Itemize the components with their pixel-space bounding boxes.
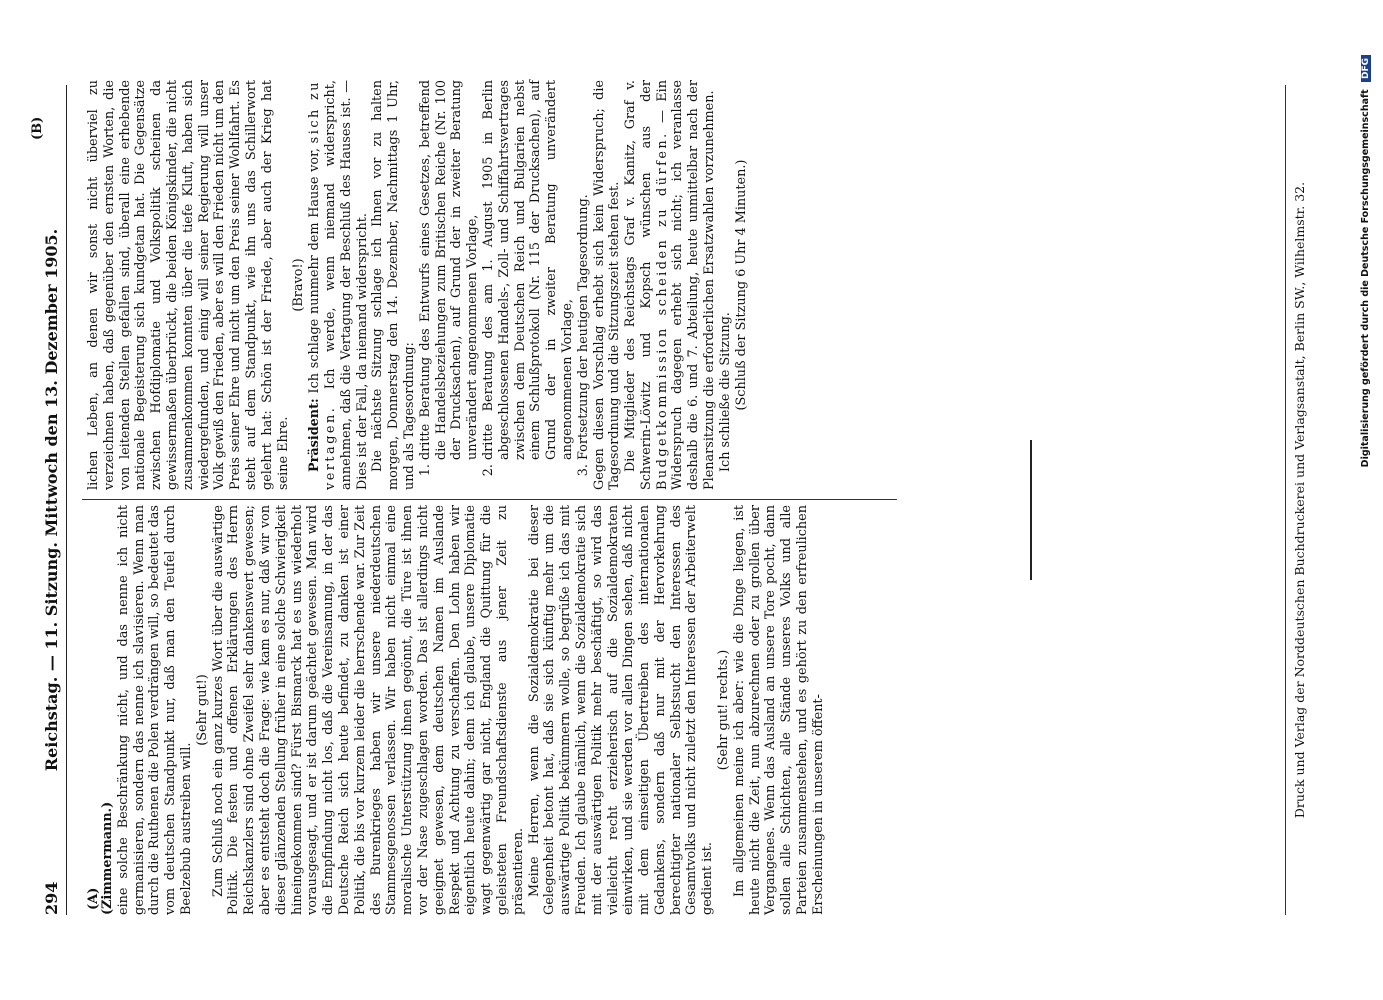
agenda-list — [418, 80, 592, 490]
page-header — [40, 85, 67, 915]
text-span: sich zu vertagen. — [307, 79, 338, 490]
speaker-label: (Zimmermann.) — [100, 801, 115, 915]
interjection: (Bravo!) — [291, 258, 307, 312]
paragraph: lichen Leben, an denen wir sonst nicht überviel zu verzeichnen haben, daß gegenüber den ernsten Worten, die von leitenden Stellen gefallen sind, überall eine erhebende nationale Begeisterung sich kundgetan hat. Die Gegensätze zwischen Hofdiplomatie und Volkspolitik scheinen da gewissermaßen überbrückt, die beiden Königskinder, die nicht zusammenkommen konnten über die tiefe Kluft, haben sich wiedergefunden, und einig will seiner Regierung will unser Volk gewiß den Frieden, aber es will den Frieden nicht um den Preis seiner Ehre und nicht um den Preis seiner Wohlfahrt. Es steht auf dem Standpunkt, wie ihn uns das Schillerwort gelehrt hat: Schön ist der Friede, aber auch der Krieg hat seine Ehre. — [86, 80, 291, 490]
text-span: Budgetkommission scheiden zu dürfen. — [654, 131, 670, 490]
president-label: Präsident: — [307, 398, 323, 472]
margin-marker-a: (A) — [86, 887, 101, 910]
text-span: Ich werde, wenn niemand widerspricht, annehmen, daß die Vertagung der Beschluß des Hauses ist. — Dies ist der Fall, da niemand widerspricht. — [322, 79, 370, 490]
digitization-credit — [1360, 55, 1371, 915]
dfg-logo: DFG — [1361, 55, 1371, 82]
running-title: Reichstag. — 11. Sitzung. Mittwoch den 13. Dezember 1905. — [42, 228, 61, 772]
agenda-item: 2. dritte Beratung des am 1. August 1905 in Berlin abgeschlossenen Handels-, Zoll- und Schiffahrtsvertrages zwischen dem Deutschen Reich und Bulgarien nebst einem Schlußprotokoll (Nr. 115 der Drucksachen), auf Grund der in zweiter Beratung unverändert angenommenen Vorlage, — [481, 80, 576, 460]
paragraph: Gegen diesen Vorschlag erhebt sich kein Widerspruch; die Tagesordnung und die Sitzungszeit stehen fest. — [591, 80, 623, 490]
paragraph: Die nächste Sitzung schlage ich Ihnen vor zu halten morgen, Donnerstag den 14. Dezember, Nachmittags 1 Uhr, und als Tagesordnung: — [370, 80, 417, 490]
interjection: (Sehr gut!) — [194, 674, 210, 746]
imprint: Druck und Verlag der Norddeutschen Buchdruckerei und Verlagsanstalt, Berlin SW., Wilhelmstr. 32. — [1285, 85, 1307, 915]
closing-note: (Schluß der Sitzung 6 Uhr 4 Minuten.) — [733, 159, 749, 411]
credit-text: Digitalisierung gefördert durch die Deutsche Forschungsgemeinschaft — [1360, 89, 1371, 468]
text-span: Die Mitglieder des Reichstags Graf v. Kanitz, Graf v. Schwerin-Löwitz und Kopsch wünschen aus der — [623, 80, 654, 490]
page-number: 294 — [42, 881, 61, 915]
paragraph: Meine Herren, wenn die Sozialdemokratie bei dieser Gelegenheit betont hat, daß sie sich künftig mehr um die auswärtige Politik bekümmern wolle, so begrüße ich das mit Freuden. Ich glaube nämlich, wenn die Sozialdemokratie sich mit der auswärtigen Politik mehr beschäftigt, so wird das vielleicht recht erzieherisch auf die Sozialdemokraten einwirken, und sie werden vor allen Dingen sehen, daß nicht mit dem einseitigen Übertreiben des internationalen Gedankens, sondern daß nur mit der Hervorkehrung berechtigter nationaler Selbstsucht den Interessen des Gesamtvolks und nicht zuletzt den Interessen der Arbeiterwelt gedient ist. — [526, 505, 716, 915]
agenda-item: 1. dritte Beratung des Entwurfs eines Gesetzes, betreffend die Handelsbeziehungen zum Britischen Reiche (Nr. 100 der Drucksachen), auf Grund der in zweiter Beratung unverändert angenommenen Vorlage, — [418, 80, 481, 460]
agenda-item: 3. Fortsetzung der heutigen Tagesordnung. — [576, 80, 592, 460]
left-column — [100, 505, 827, 915]
paragraph: Im allgemeinen meine ich aber: wie die Dinge liegen, ist heute nicht die Zeit, nun abzurechnen oder zu grollen über Vergangenes. Wenn das Ausland an unsere Tore pocht, dann sollen alle Schichten, alle Stände unseres Volks und alle Parteien zusammenstehen, und es gehört zu den erfreulichen Erscheinungen in unserem öffent- — [731, 505, 826, 915]
paragraph: Zum Schluß noch ein ganz kurzes Wort über die auswärtige Politik. Die festen und offenen Erklärungen des Herrn Reichskanzlers sind ohne Zweifel sehr dankenswert gewesen; aber es entsteht doch die Frage: wie kam es nur, daß wir von dieser glänzenden Stellung früher in eine solche Schwierigkeit hineingekommen sind? Fürst Bismarck hat es uns wiederholt vorausgesagt, und er ist darum geächtet gewesen. Man wird die Empfindung nicht los, daß die Vereinsamung, in der das Deutsche Reich sich heute befindet, zu danken ist einer Politik, die bis vor kurzem leider die herrschende war. Zur Zeit des Burenkrieges haben wir unsere niederdeutschen Stammesgenossen verlassen. Wir haben nicht einmal eine moralische Unterstützung ihnen gegönnt, die Türe ist ihnen vor der Nase zugeschlagen worden. Das ist allerdings nicht geeignet gewesen, dem deutschen Namen im Auslande Respekt und Achtung zu verschaffen. Den Lohn haben wir eigentlich heute dahin; denn ich glaube, unsere Diplomatie wagt gegenwärtig gar nicht, England die Quittung für die geleisteten Freundschaftsdienste aus jener Zeit zu präsentieren. — [210, 505, 526, 915]
column-divider — [82, 499, 897, 500]
separator-rule — [1030, 440, 1032, 580]
text-span: Ich schlage nunmehr dem Hause vor, — [307, 148, 323, 394]
paragraph: eine solche Beschränkung nicht, und das nenne ich nicht germanisieren, sondern das nenne ich slavisieren. Wenn man durch die Ruthenen die Polen verdrängen will, so bedeutet das vom deutschen Standpunkt nur, daß man den Teufel durch Beelzebub austreiben will. — [115, 505, 194, 915]
interjection: (Sehr gut! rechts.) — [716, 649, 732, 771]
paragraph: Ich schließe die Sitzung. — [717, 312, 733, 472]
margin-marker-b: (B) — [30, 116, 45, 140]
text-span: — Ein Widerspruch dagegen erhebt sich nicht; ich veranlasse deshalb die 6. und 7. Abteilung, heute unmittelbar nach der Plenarsitzung die erforderlichen Ersatzwahlen vorzunehmen. — [654, 79, 718, 490]
right-column — [86, 80, 749, 490]
